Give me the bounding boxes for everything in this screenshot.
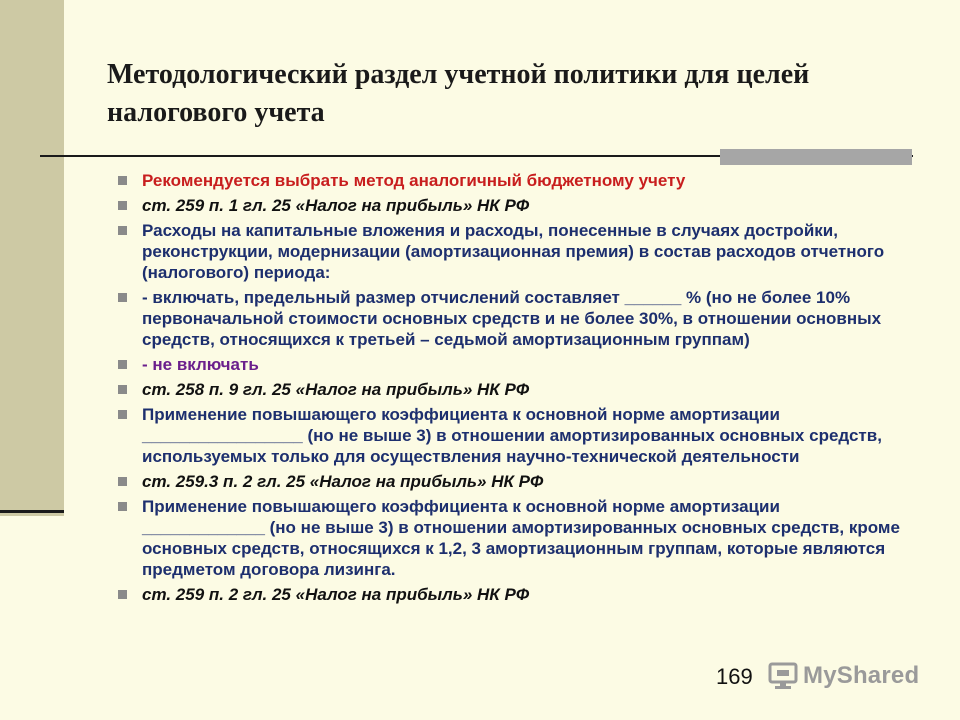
bullet-list: [115, 170, 905, 609]
left-decorative-band: [0, 0, 64, 516]
bullet-text: - не включать: [142, 355, 259, 374]
bullet-text: Применение повышающего коэффициента к основной норме амортизации _________________ (но не выше 3) в отношении амортизированных основных средств, используемых только для осуществления научно-технической деятельности: [142, 405, 882, 466]
bullet-item: [115, 379, 905, 400]
bullet-text: ст. 259 п. 2 гл. 25 «Налог на прибыль» НК РФ: [142, 585, 530, 604]
bullet-text: Рекомендуется выбрать метод аналогичный бюджетному учету: [142, 171, 686, 190]
left-band-divider: [0, 510, 64, 513]
bullet-item: [115, 584, 905, 605]
bullet-square-icon: [118, 293, 127, 302]
watermark: [768, 660, 919, 692]
monitor-icon: [768, 661, 798, 691]
bullet-square-icon: [118, 477, 127, 486]
page-number: 169: [716, 664, 753, 689]
bullet-text: Применение повышающего коэффициента к основной норме амортизации _____________ (но не выше 3) в отношении амортизированных основных средств, кроме основных средств, относящихся к 1,2, 3 амортизационным группам, которые являются предметом договора лизинга.: [142, 497, 900, 579]
bullet-square-icon: [118, 410, 127, 419]
bullet-text: ст. 259.3 п. 2 гл. 25 «Налог на прибыль» НК РФ: [142, 472, 544, 491]
bullet-item: [115, 287, 905, 350]
bullet-item: [115, 404, 905, 467]
slide-title: Методологический раздел учетной политики для целей налогового учета: [107, 59, 810, 128]
title-divider-accent: [720, 149, 912, 165]
bullet-square-icon: [118, 360, 127, 369]
bullet-item: [115, 195, 905, 216]
bullet-item: [115, 170, 905, 191]
bullet-square-icon: [118, 502, 127, 511]
bullet-text: ст. 259 п. 1 гл. 25 «Налог на прибыль» НК РФ: [142, 196, 530, 215]
bullet-item: [115, 354, 905, 375]
bullet-square-icon: [118, 590, 127, 599]
bullet-text: - включать, предельный размер отчислений составляет ______ % (но не более 10% первоначальной стоимости основных средств и не более 30%, в отношении основных средств, относящихся к третьей – седьмой амортизационным группам): [142, 288, 882, 349]
bullet-square-icon: [118, 176, 127, 185]
bullet-square-icon: [118, 201, 127, 210]
bullet-square-icon: [118, 226, 127, 235]
bullet-item: [115, 471, 905, 492]
bullet-item: [115, 496, 905, 580]
bullet-item: [115, 220, 905, 283]
bullet-square-icon: [118, 385, 127, 394]
bullet-text: ст. 258 п. 9 гл. 25 «Налог на прибыль» НК РФ: [142, 380, 530, 399]
bullet-text: Расходы на капитальные вложения и расходы, понесенные в случаях достройки, реконструкции, модернизации (амортизационная премия) в состав расходов отчетного (налогового) периода:: [142, 221, 885, 282]
watermark-text: MyShared: [803, 662, 920, 689]
